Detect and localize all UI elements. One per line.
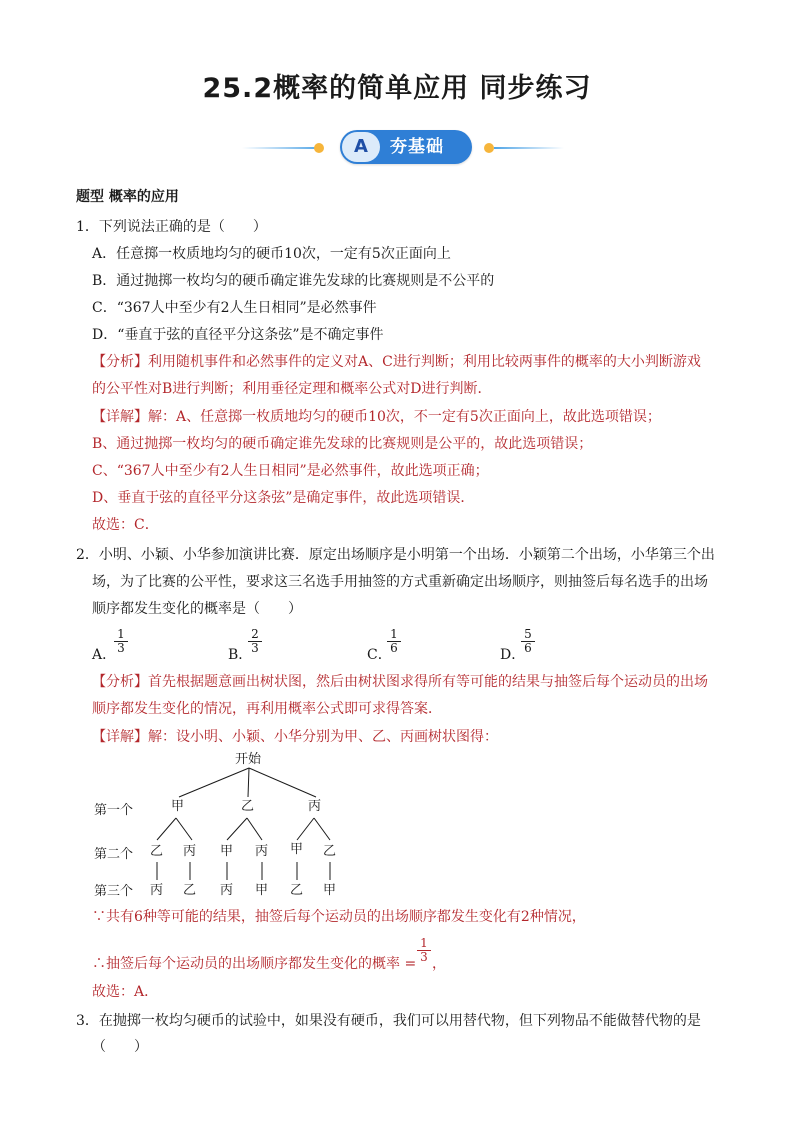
section-banner (230, 130, 564, 166)
tree-edge (248, 768, 249, 797)
q2-option-a-fraction: $\frac{1}{3}$ (114, 628, 128, 655)
q1-option-a: A．任意掷一枚质地均匀的硬币10次，一定有5次正面向上 (92, 246, 451, 262)
q2-stem-line-2: 场，为了比赛的公平性，要求这三名选手用抽签的方式重新确定出场顺序，则抽签后每名选手的出场 (92, 574, 708, 590)
section-label: 夯基础 (390, 137, 444, 157)
tree-level3-node: 甲 (323, 883, 337, 898)
banner-line-right (494, 147, 564, 149)
q2-analysis-tag: 【分析】 (92, 674, 148, 690)
q1-analysis-tag: 【分析】 (92, 354, 148, 370)
tree-row-label-2: 第二个 (94, 847, 134, 862)
tree-edge (314, 818, 330, 840)
q1-stem: 1．下列说法正确的是（ ） (76, 219, 267, 235)
q2-conclusion-1: ∵共有6种等可能的结果，抽签后每个运动员的出场顺序都发生变化有2种情况， (92, 909, 586, 925)
q1-option-d: D．“垂直于弦的直径平分这条弦”是不确定事件 (92, 327, 384, 343)
tree-level2-node: 乙 (323, 844, 337, 859)
tree-root: 开始 (235, 752, 262, 767)
tree-level3-node: 乙 (183, 883, 197, 898)
q2-probability-fraction: $\frac{1}{3}$ (417, 937, 431, 964)
tree-level1-node: 甲 (171, 799, 185, 814)
q2-conclusion-2: ∴抽签后每个运动员的出场顺序都发生变化的概率 = (92, 956, 417, 972)
q1-detail-line-1: 【详解】解：A、任意掷一枚质地均匀的硬币10次，不一定有5次正面向上，故此选项错误； (92, 409, 661, 425)
q2-detail-line: 【详解】解：设小明、小颖、小华分别为甲、乙、丙画树状图得： (92, 729, 498, 745)
tree-level3-node: 丙 (220, 883, 234, 898)
banner-dot-right (484, 143, 494, 153)
q2-option-d-letter: D． (500, 647, 526, 663)
topic-heading: 题型 概率的应用 (76, 189, 179, 205)
q1-analysis-line-1: 【分析】利用随机事件和必然事件的定义对A、C进行判断；利用比较两事件的概率的大小判断游戏 (92, 354, 701, 370)
banner-line-left (242, 147, 322, 149)
tree-edge (179, 768, 249, 797)
page-title: 25.2概率的简单应用 同步练习 (202, 73, 592, 104)
tree-level2-node: 乙 (150, 844, 164, 859)
q1-detail-line-2: B、通过抛掷一枚均匀的硬币确定谁先发球的比赛规则是公平的，故此选项错误； (92, 436, 593, 452)
q2-option-d-fraction: $\frac{5}{6}$ (521, 628, 535, 655)
q2-analysis-line-2: 顺序都发生变化的情况，再利用概率公式即可求得答案． (92, 701, 442, 717)
q2-option-c-letter: C． (367, 647, 392, 663)
q1-answer: 故选：C． (92, 517, 159, 533)
section-pill (340, 130, 472, 164)
tree-level2-node: 丙 (255, 844, 269, 859)
q2-option-b-fraction: $\frac{2}{3}$ (248, 628, 262, 655)
tree-level1-node: 乙 (241, 799, 255, 814)
tree-level2-node: 丙 (183, 844, 197, 859)
tree-level3-node: 丙 (150, 883, 164, 898)
tree-edge (176, 818, 192, 840)
q1-detail-line-4: D、垂直于弦的直径平分这条弦”是确定事件，故此选项错误． (92, 490, 475, 506)
q1-analysis-line-2: 的公平性对B进行判断；利用垂径定理和概率公式对D进行判断． (92, 381, 492, 397)
q2-detail-tag: 【详解】 (92, 729, 148, 745)
tree-edge (247, 818, 262, 840)
q2-option-b-letter: B． (228, 647, 253, 663)
q1-option-b: B．通过抛掷一枚均匀的硬币确定谁先发球的比赛规则是不公平的 (92, 273, 495, 289)
tree-edge (249, 768, 316, 797)
tree-level2-node: 甲 (220, 844, 234, 859)
tree-level3-node: 甲 (255, 883, 269, 898)
q2-option-c-fraction: $\frac{1}{6}$ (387, 628, 401, 655)
q2-answer: 故选：A． (92, 984, 159, 1000)
q3-stem-line-2: （ ） (92, 1039, 148, 1055)
section-badge: A (342, 132, 380, 162)
tree-edge (157, 818, 176, 840)
q2-option-a-letter: A． (92, 647, 117, 663)
tree-level2-node: 甲 (290, 842, 304, 857)
q1-detail-line-3: C、“367人中至少有2人生日相同”是必然事件，故此选项正确； (92, 463, 489, 479)
tree-level3-node: 乙 (290, 883, 304, 898)
tree-row-label-3: 第三个 (94, 884, 134, 899)
q2-stem-line-3: 顺序都发生变化的概率是（ ） (92, 601, 302, 617)
q2-conclusion-tail: ， (432, 956, 446, 972)
tree-edge (297, 818, 314, 840)
q1-detail-tag: 【详解】 (92, 409, 148, 425)
tree-edge (227, 818, 247, 840)
q2-stem-line-1: 2．小明、小颖、小华参加演讲比赛．原定出场顺序是小明第一个出场．小颖第二个出场，小华第三个出 (76, 547, 715, 563)
tree-level1-node: 丙 (308, 799, 322, 814)
tree-row-label-1: 第一个 (94, 803, 134, 818)
q2-analysis-line-1: 【分析】首先根据题意画出树状图，然后由树状图求得所有等可能的结果与抽签后每个运动员的出场 (92, 674, 708, 690)
banner-dot-left (314, 143, 324, 153)
q3-stem-line-1: 3．在抛掷一枚均匀硬币的试验中，如果没有硬币，我们可以用替代物，但下列物品不能做替代物的是 (76, 1013, 701, 1029)
q1-option-c: C．“367人中至少有2人生日相同”是必然事件 (92, 300, 377, 316)
